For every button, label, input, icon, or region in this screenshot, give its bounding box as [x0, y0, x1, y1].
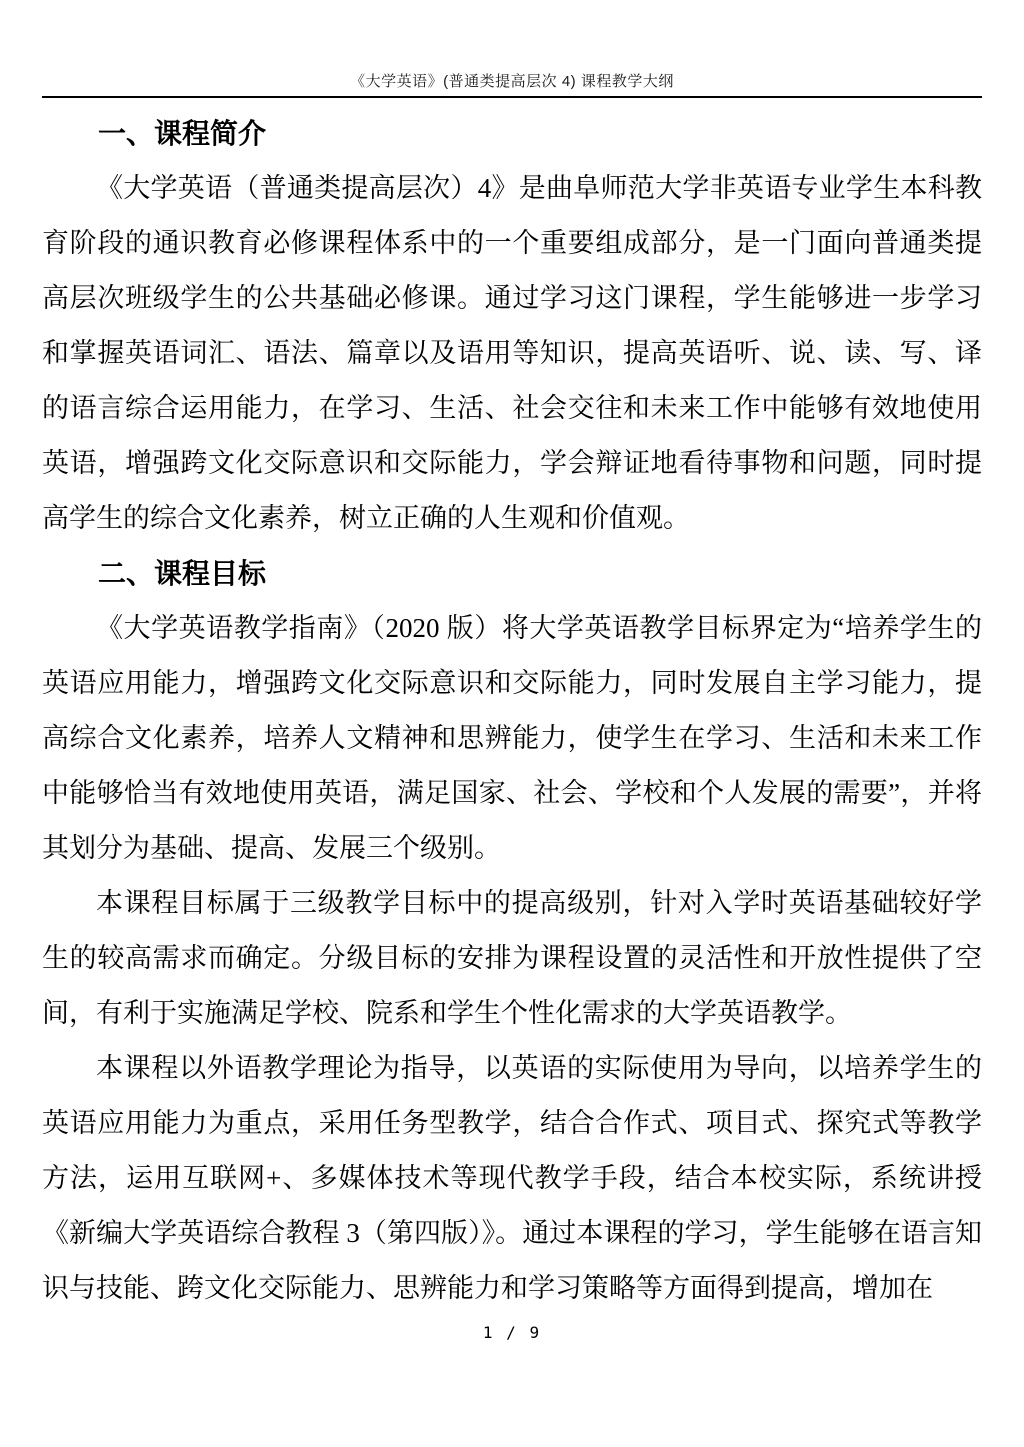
paragraph-course-goals-2: 本课程目标属于三级教学目标中的提高级别，针对入学时英语基础较好学生的较高需求而确定。分级目标的安排为课程设置的灵活性和开放性提供了空间，有利于实施满足学校、院系和学生个性化需求的大学英语教学。 — [42, 888, 982, 1028]
paragraph-course-intro: 《大学英语（普通类提高层次）4》是曲阜师范大学非英语专业学生本科教育阶段的通识教育必修课程体系中的一个重要组成部分，是一门面向普通类提高层次班级学生的公共基础必修课。通过学习这门课程，学生能够进一步学习和掌握英语词汇、语法、篇章以及语用等知识，提高英语听、说、读、写、译的语言综合运用能力，在学习、生活、社会交往和未来工作中能够有效地使用英语，增强跨文化交际意识和交际能力，学会辩证地看待事物和问题，同时提高学生的综合文化素养，树立正确的人生观和价值观。 — [42, 173, 982, 533]
section-heading-course-goals: 二、课程目标 — [98, 558, 267, 589]
page-number: 1 / 9 — [482, 1323, 542, 1342]
document-body — [42, 98, 982, 1316]
page-footer — [0, 1323, 1024, 1343]
paragraph-course-goals-3: 本课程以外语教学理论为指导，以英语的实际使用为导向，以培养学生的英语应用能力为重点，采用任务型教学，结合合作式、项目式、探究式等教学方法，运用互联网+、多媒体技术等现代教学手段，结合本校实际，系统讲授《新编大学英语综合教程 3（第四版）》。通过本课程的学习，学生能够在语言知识与技能、跨文化交际能力、思辨能力和学习策略等方面得到提高，增加在 — [42, 1053, 982, 1303]
paragraph-course-goals-1: 《大学英语教学指南》（2020 版）将大学英语教学目标界定为“培养学生的英语应用能力，增强跨文化交际意识和交际能力，同时发展自主学习能力，提高综合文化素养，培养人文精神和思辨能力，使学生在学习、生活和未来工作中能够恰当有效地使用英语，满足国家、社会、学校和个人发展的需要”，并将其划分为基础、提高、发展三个级别。 — [42, 613, 982, 863]
section-heading-course-intro: 一、课程简介 — [98, 118, 267, 149]
page-header — [42, 0, 982, 98]
header-title: 《大学英语》(普通类提高层次 4) 课程教学大纲 — [350, 73, 674, 90]
